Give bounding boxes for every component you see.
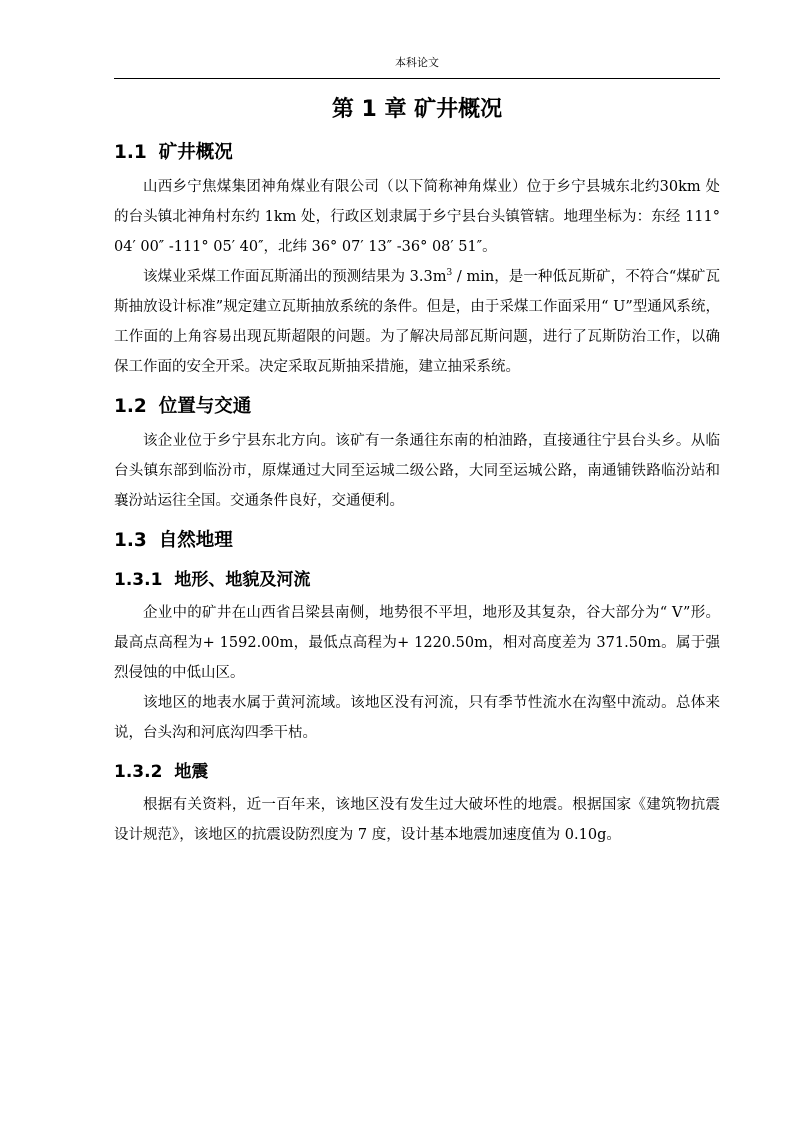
section-title: 自然地理 bbox=[158, 530, 233, 551]
paragraph: 该企业位于乡宁县东北方向。该矿有一条通往东南的柏油路，直接通往宁县台头乡。从临台头镇东部到临汾市，原煤通过大同至运城二级公路，大同至运城公路，南通铺铁路临汾站和襄汾站运往全国。交通条件良好，交通便利。 bbox=[114, 433, 720, 509]
section-title: 地形、地貌及河流 bbox=[174, 570, 311, 590]
paragraph-text: 该煤业采煤工作面瓦斯涌出的预测结果为 3.3m bbox=[143, 269, 447, 285]
running-header: 本科论文 bbox=[395, 56, 439, 69]
page-content bbox=[114, 92, 720, 850]
superscript: 3 bbox=[446, 268, 453, 279]
section-number: 1.2 bbox=[114, 396, 147, 417]
section-heading-1-2 bbox=[114, 392, 720, 422]
paragraph: 山西乡宁焦煤集团神角煤业有限公司（以下简称神角煤业）位于乡宁县城东北约30km 处的台头镇北神角村东约 1km 处，行政区划隶属于乡宁县台头镇管辖。地理坐标为：东经 111° 04′ 00″ -111° 05′ 40″，北纬 36° 07′ 13″ -36° 08′ 51″。 bbox=[114, 179, 720, 255]
section-heading-1-3 bbox=[114, 526, 720, 556]
paragraph: 企业中的矿井在山西省吕梁县南侧，地势很不平坦，地形及其复杂，谷大部分为“ V”形。最高点高程为+ 1592.00m，最低点高程为+ 1220.50m，相对高度差为 371.50m。属于强烈侵蚀的中低山区。 bbox=[114, 605, 720, 681]
paragraph bbox=[114, 262, 720, 382]
section-title: 矿井概况 bbox=[158, 142, 233, 163]
section-heading-1-1 bbox=[114, 138, 720, 168]
section-title: 地震 bbox=[174, 762, 209, 782]
section-title: 位置与交通 bbox=[158, 396, 252, 417]
paragraph-text: / min，是一种低瓦斯矿，不符合“煤矿瓦斯抽放设计标准”规定建立瓦斯抽放系统的条件。但是，由于采煤工作面采用“ U”型通风系统，工作面的上角容易出现瓦斯超限的问题。为了解决局部瓦斯问题，进行了瓦斯防治工作，以确保工作面的安全开采。决定采取瓦斯抽采措施，建立抽采系统。 bbox=[114, 269, 720, 375]
header-divider bbox=[114, 78, 720, 79]
section-number: 1.1 bbox=[114, 142, 147, 163]
section-number: 1.3 bbox=[114, 530, 147, 551]
paragraph: 该地区的地表水属于黄河流域。该地区没有河流，只有季节性流水在沟壑中流动。总体来说，台头沟和河底沟四季干枯。 bbox=[114, 695, 720, 741]
paragraph: 根据有关资料，近一百年来，该地区没有发生过大破坏性的地震。根据国家《建筑物抗震设计规范》，该地区的抗震设防烈度为 7 度，设计基本地震加速度值为 0.10g。 bbox=[114, 797, 720, 843]
subsection-heading-1-3-1 bbox=[114, 566, 720, 594]
section-number: 1.3.2 bbox=[114, 762, 163, 782]
section-number: 1.3.1 bbox=[114, 570, 163, 590]
chapter-title: 第 1 章 矿井概况 bbox=[331, 97, 503, 122]
subsection-heading-1-3-2 bbox=[114, 758, 720, 786]
